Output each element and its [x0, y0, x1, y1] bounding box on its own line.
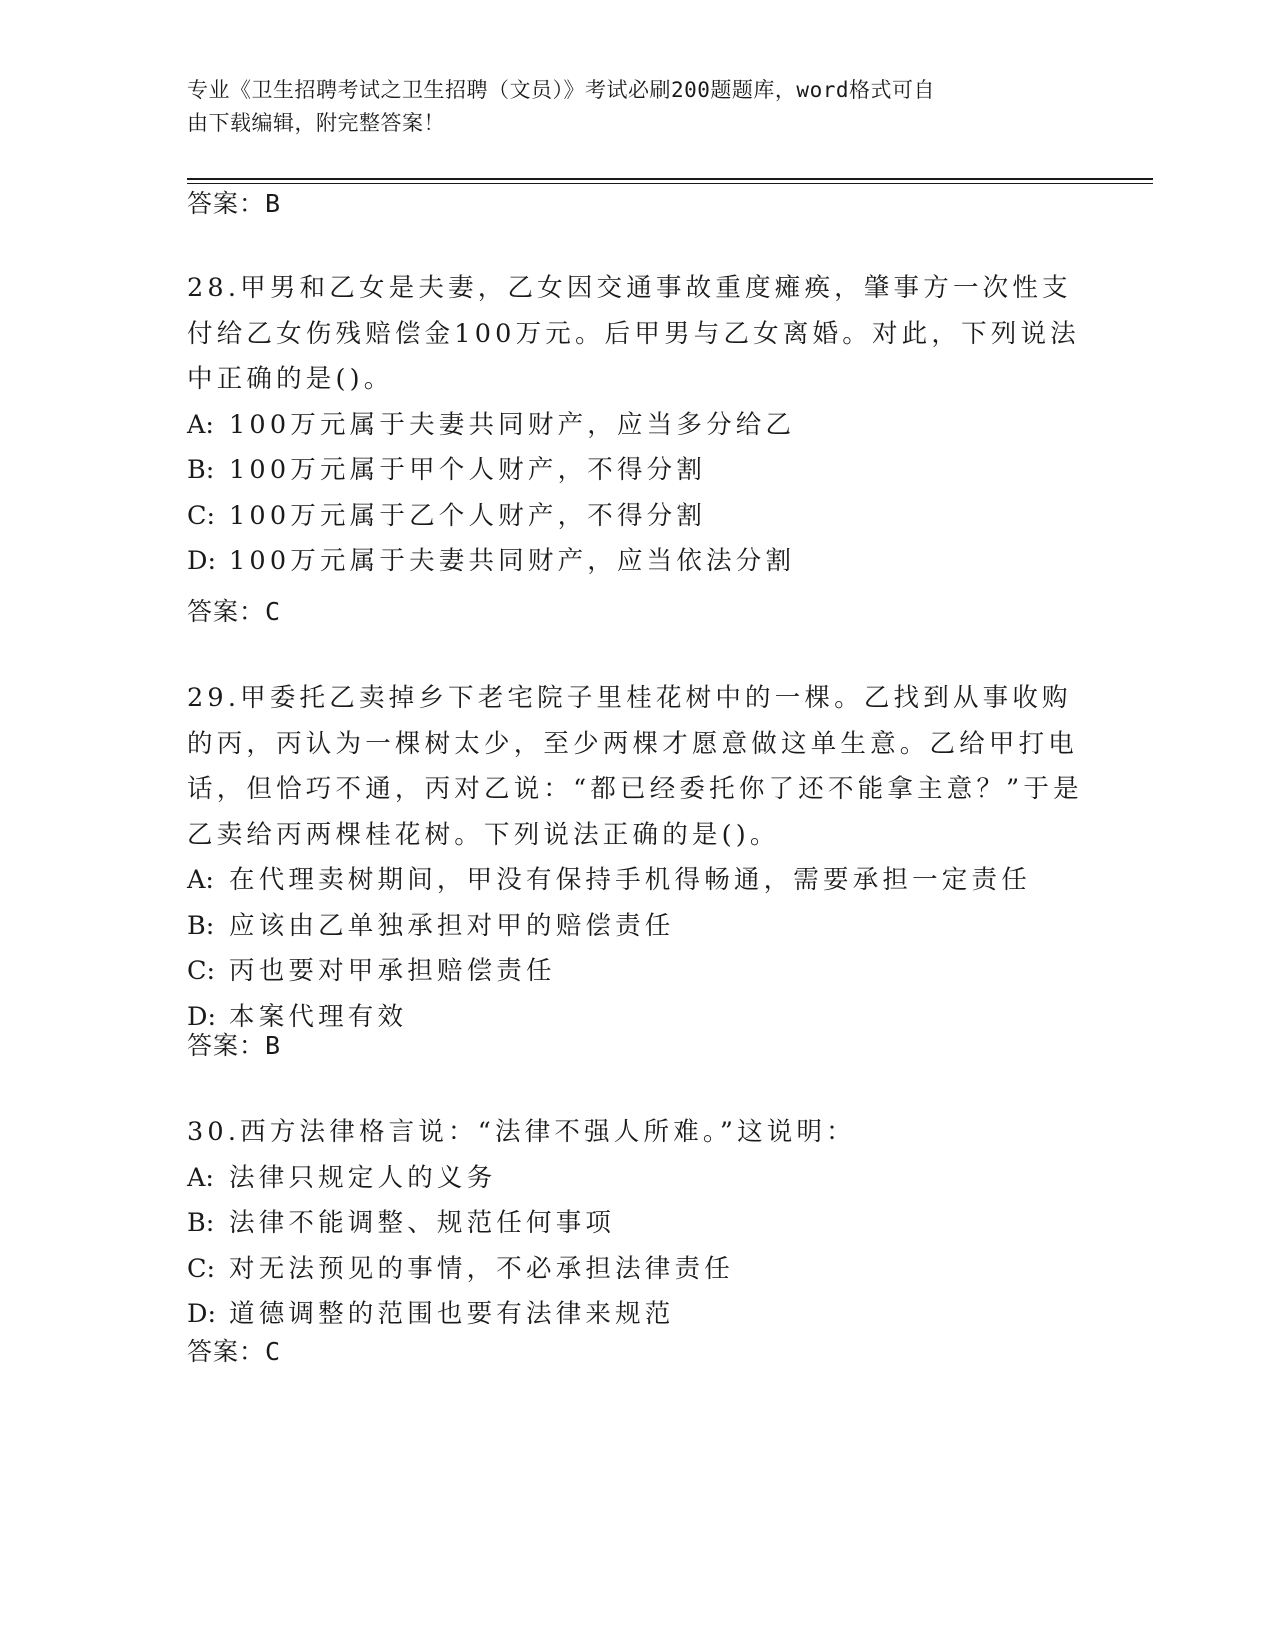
- option-letter: C:: [187, 1253, 216, 1284]
- answer-label: 答案：: [187, 1031, 266, 1060]
- option-letter: A:: [187, 865, 215, 895]
- question-stem: 30.西方法律格言说：“法律不强人所难。”这说明：: [187, 1117, 856, 1147]
- option-a: [187, 858, 1087, 904]
- option-text: 法律只规定人的义务: [229, 1162, 497, 1193]
- question-28: [187, 266, 1087, 585]
- answer-label: 答案：: [187, 1337, 266, 1366]
- option-b: [187, 1201, 1087, 1247]
- option-text: 丙也要对甲承担赔偿责任: [229, 956, 556, 986]
- option-c: [187, 494, 1087, 540]
- option-text: 道德调整的范围也要有法律来规范: [229, 1299, 675, 1329]
- option-letter: D:: [187, 1001, 217, 1032]
- option-d: [187, 1292, 1087, 1338]
- option-text: 100万元属于夫妻共同财产，应当依法分割: [229, 546, 796, 576]
- header-line-1: 专业《卫生招聘考试之卫生招聘（文员）》考试必刷200题题库，word格式可自: [187, 78, 935, 102]
- answer-value: B: [265, 1031, 282, 1060]
- option-letter: D:: [187, 546, 217, 576]
- answer-29: [187, 1028, 281, 1064]
- option-text: 100万元属于乙个人财产，不得分割: [229, 500, 707, 531]
- question-29: [187, 676, 1087, 1040]
- option-letter: B:: [187, 1208, 215, 1238]
- option-letter: D:: [187, 1299, 217, 1329]
- question-stem: 29.甲委托乙卖掉乡下老宅院子里桂花树中的一棵。乙找到从事收购的丙，丙认为一棵树太少，至少两棵才愿意做这单生意。乙给甲打电话，但恰巧不通，丙对乙说：“都已经委托你了还不能拿主意？”于是乙卖给丙两棵桂花树。下列说法正确的是()。: [187, 683, 1083, 850]
- answer-value: C: [265, 597, 282, 626]
- option-c: [187, 949, 1087, 995]
- header-line-2: 由下载编辑，附完整答案！: [187, 111, 445, 135]
- answer-value: B: [265, 189, 282, 218]
- option-letter: C:: [187, 956, 216, 986]
- question-stem: 28.甲男和乙女是夫妻，乙女因交通事故重度瘫痪，肇事方一次性支付给乙女伤残赔偿金100万元。后甲男与乙女离婚。对此，下列说法中正确的是()。: [187, 273, 1080, 394]
- option-text: 在代理卖树期间，甲没有保持手机得畅通，需要承担一定责任: [229, 865, 1031, 895]
- answer-30: [187, 1334, 281, 1370]
- option-b: [187, 448, 1087, 494]
- previous-answer: [187, 186, 281, 222]
- option-text: 法律不能调整、规范任何事项: [229, 1208, 616, 1238]
- option-text: 100万元属于甲个人财产，不得分割: [229, 455, 707, 485]
- option-text: 100万元属于夫妻共同财产，应当多分给乙: [229, 409, 796, 440]
- option-a: [187, 403, 1087, 449]
- option-letter: A:: [187, 409, 215, 440]
- option-b: [187, 904, 1087, 950]
- answer-label: 答案：: [187, 597, 266, 626]
- option-a: [187, 1156, 1087, 1202]
- answer-value: C: [265, 1337, 282, 1366]
- option-text: 对无法预见的事情，不必承担法律责任: [229, 1253, 734, 1284]
- document-header: [187, 74, 1067, 140]
- option-letter: B:: [187, 455, 215, 485]
- option-letter: B:: [187, 910, 215, 941]
- option-d: [187, 539, 1087, 585]
- header-rule-thin: [187, 183, 1153, 184]
- option-text: 应该由乙单独承担对甲的赔偿责任: [229, 910, 675, 941]
- option-letter: C:: [187, 500, 216, 531]
- option-text: 本案代理有效: [229, 1001, 408, 1032]
- option-d: [187, 995, 1087, 1041]
- header-rule-thick: [187, 178, 1153, 180]
- option-letter: A:: [187, 1162, 215, 1193]
- answer-label: 答案：: [187, 189, 266, 218]
- question-30: [187, 1110, 1087, 1338]
- answer-28: [187, 594, 281, 630]
- option-c: [187, 1247, 1087, 1293]
